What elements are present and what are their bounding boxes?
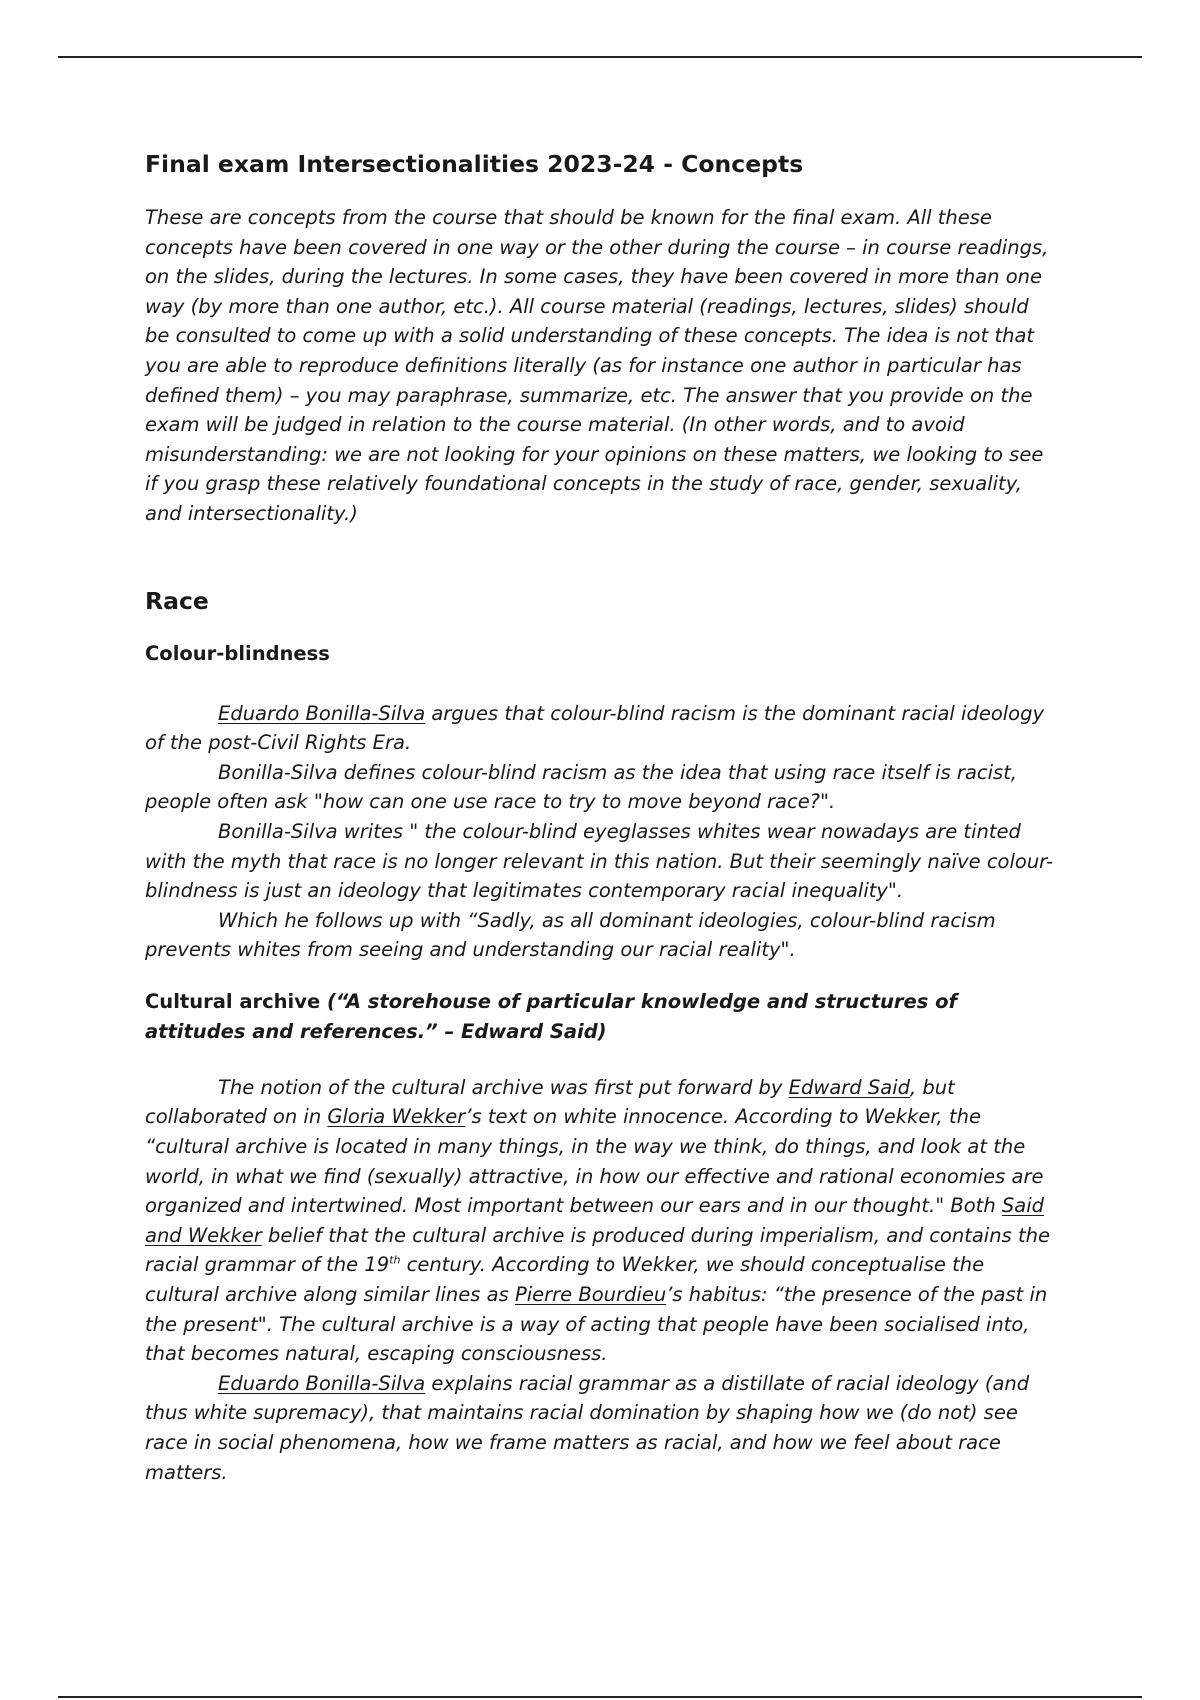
cultural-archive-paragraph-2: [145, 1369, 1055, 1487]
paragraph-text: ’s habitus: “the presence of the past in the present". The cultural archive is a way of acting that people have been socialised into, that becomes natural, escaping consciousness.: [145, 1283, 1048, 1366]
bottom-rule: [58, 1696, 1142, 1698]
author-link: Eduardo Bonilla-Silva: [218, 701, 426, 725]
document-page: [145, 148, 1055, 1487]
concept-heading-colour-blindness: Colour-blindness: [145, 641, 330, 665]
concept-heading-cultural-archive: [145, 987, 1055, 1047]
author-link: Pierre Bourdieu: [514, 1283, 667, 1307]
document-title: Final exam Intersectionalities 2023-24 - Concepts: [145, 150, 804, 178]
cultural-archive-body: [145, 1073, 1055, 1487]
paragraph-text: century. According to Wekker, we should conceptualise the cultural archive along similar lines as: [145, 1253, 985, 1307]
colour-blindness-paragraph-1: [145, 699, 1055, 758]
paragraph-text: argues that colour-blind racism is the dominant racial ideology of the post-Civil Rights Era.: [145, 701, 1045, 755]
colour-blindness-paragraph-3: Bonilla-Silva writes " the colour-blind eyeglasses whites wear nowadays are tinted with the myth that race is no longer relevant in this nation. But their seemingly naïve colour-blindness is just an ideology that legitimates contemporary racial inequality".: [145, 819, 1054, 903]
paragraph-text: , but collaborated on in: [145, 1075, 955, 1129]
author-link: Eduardo Bonilla-Silva: [218, 1371, 426, 1395]
colour-blindness-paragraph-2: Bonilla-Silva defines colour-blind racism as the idea that using race itself is racist, people often ask "how can one use race to try to move beyond race?".: [145, 760, 1018, 814]
superscript: th: [389, 1253, 401, 1267]
cultural-archive-paragraph-1: [145, 1073, 1055, 1369]
concept-definition: (“A storehouse of particular knowledge and structures of attitudes and references.” – Edward Said): [145, 989, 958, 1043]
paragraph-text: explains racial grammar as a distillate of racial ideology (and thus white supremacy), that maintains racial domination by shaping how we (do not) see race in social phenomena, how we frame matters as racial, and how we feel about race matters.: [145, 1371, 1030, 1484]
section-heading-race: Race: [145, 586, 209, 615]
intro-paragraph: These are concepts from the course that should be known for the final exam. All these concepts have been covered in one way or the other during the course – in course readings, on the slides, during the lectures. In some cases, they have been covered in more than one way (by more than one author, etc.). All course material (readings, lectures, slides) should be consulted to come up with a solid understanding of these concepts. The idea is not that you are able to reproduce definitions literally (as for instance one author in particular has defined them) – you may paraphrase, summarize, etc. The answer that you provide on the exam will be judged in relation to the course material. (In other words, and to avoid misunderstanding: we are not looking for your opinions on these matters, we looking to see if you grasp these relatively foundational concepts in the study of race, gender, sexuality, and intersectionality.): [145, 206, 1049, 525]
author-link: Gloria Wekker: [327, 1105, 466, 1129]
author-link: Said and Wekker: [145, 1194, 1045, 1247]
paragraph-text: belief that the cultural archive is produced during imperialism, and contains the racial grammar of the 19: [145, 1223, 1050, 1277]
top-rule: [58, 56, 1142, 58]
paragraph-text: The notion of the cultural archive was first put forward by: [218, 1075, 789, 1099]
colour-blindness-body: [145, 699, 1055, 965]
paragraph-text: ’s text on white innocence. According to Wekker, the “cultural archive is located in many things, in the way we think, do things, and look at the world, in what we find (sexually) attractive, in how our effective and rational economies are organized and intertwined. Most important between our ears and in our thought." Both: [145, 1105, 1044, 1218]
concept-term: Cultural archive: [145, 989, 321, 1013]
colour-blindness-paragraph-4: Which he follows up with “Sadly, as all dominant ideologies, colour-blind racism prevents whites from seeing and understanding our racial reality".: [145, 908, 996, 962]
author-link: Edward Said: [788, 1075, 910, 1099]
